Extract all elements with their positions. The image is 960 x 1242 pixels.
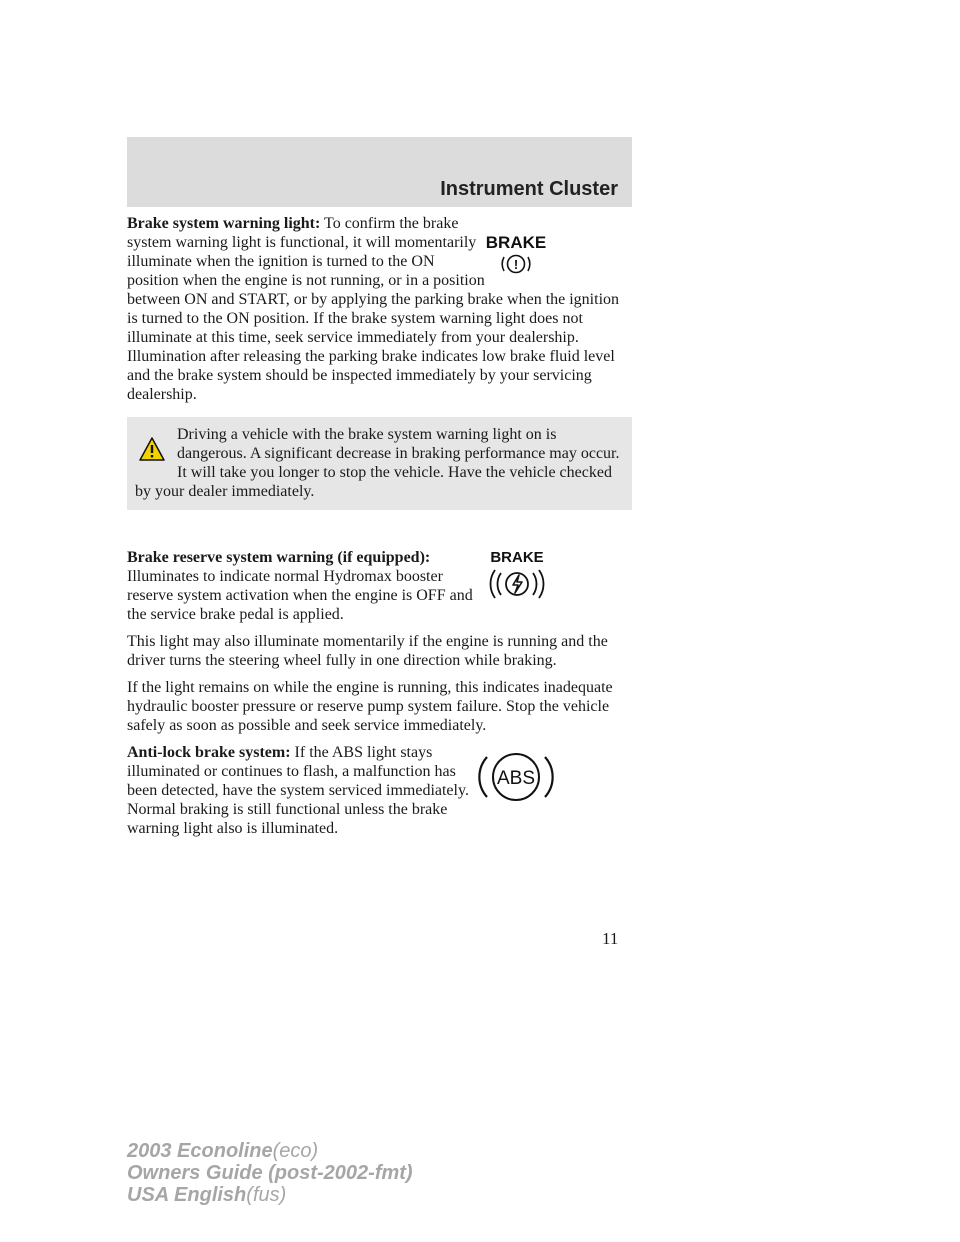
brake-warning-paragraph [127,214,632,404]
page-content [127,214,632,838]
footer-language: USA English [127,1184,247,1206]
warning-callout [127,417,632,510]
footer-line-1 [127,1140,413,1162]
footer-model: 2003 Econoline [127,1140,273,1162]
brake-warning-icon-label: BRAKE [486,233,546,252]
abs-icon-label: ABS [496,768,536,789]
brake-warning-heading: Brake system warning light: [127,215,321,232]
brake-reserve-paragraph-2: This light may also illuminate momentarily if the engine is running and the driver turns the steering wheel fully in one direction while braking. [127,633,608,669]
warning-triangle-icon [139,437,165,461]
brake-reserve-text: Illuminates to indicate normal Hydromax booster reserve system activation when the engine is OFF and the service brake pedal is applied. [127,568,473,623]
abs-text: If the ABS light stays illuminated or continues to flash, a malfunction has been detected, have the system serviced immediately. Normal braking is still functional unless the brake warning light also is illuminated. [127,744,469,837]
section-header-band [127,137,632,207]
abs-warning-icon [476,745,556,809]
abs-section [127,743,632,838]
abs-paragraph [127,743,632,838]
brake-reserve-icon-label: BRAKE [490,549,544,566]
document-footer [127,1140,413,1206]
footer-language-code: (fus) [246,1184,287,1206]
brake-warning-icon [486,230,546,280]
brake-reserve-icon [484,546,550,606]
brake-reserve-heading: Brake reserve system warning (if equipped): [127,549,431,566]
brake-reserve-paragraph-3: If the light remains on while the engine is running, this indicates inadequate hydraulic booster pressure or reserve pump system failure. Stop the vehicle safely as soon as possible and seek service immediately. [127,679,613,734]
brake-reserve-paragraph [127,548,632,624]
brake-reserve-section [127,548,632,735]
brake-warning-icon-glyph: ! [513,257,519,272]
footer-line-3 [127,1184,413,1206]
footer-model-code: (eco) [272,1140,319,1162]
abs-heading: Anti-lock brake system: [127,744,291,761]
warning-callout-text: Driving a vehicle with the brake system warning light on is dangerous. A significant decrease in braking performance may occur. It will take you longer to stop the vehicle. Have the vehicle checked by your dealer immediately. [135,426,620,500]
page-number: 11 [602,929,619,948]
footer-line-2: Owners Guide (post-2002-fmt) [127,1162,413,1184]
section-title: Instrument Cluster [440,178,618,200]
brake-warning-section [127,214,632,404]
brake-warning-text: To confirm the brake system warning light is functional, it will momentarily illuminate when the ignition is turned to the ON position when the engine is not running, or in a position between ON and START, or by applying the parking brake when the ignition is turned to the ON position. If the brake system warning light does not illuminate at this time, seek service immediately from your dealership. Illumination after releasing the parking brake indicates low brake fluid level and the brake system should be inspected immediately by your servicing dealership. [127,215,620,403]
